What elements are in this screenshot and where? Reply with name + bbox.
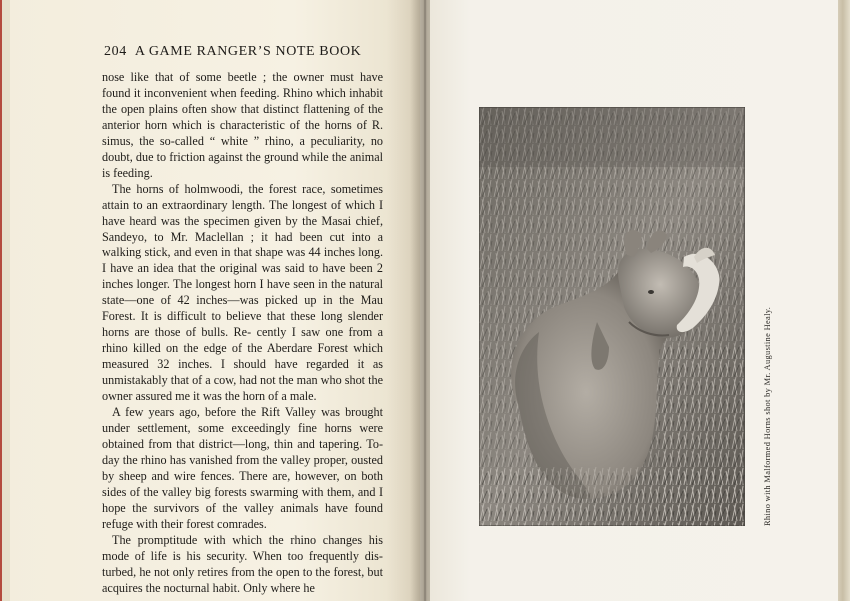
- text-line: have seen in the natural state—one of 42 inches—was: [102, 277, 383, 308]
- body-paragraph: [102, 533, 383, 597]
- text-line: have found refuge with their forest comrades.: [102, 500, 383, 531]
- text-line: ousted by sheep and wire fences. There are, however,: [102, 452, 383, 483]
- text-line: cently I saw one from a rhino killed on the edge of the: [102, 325, 384, 356]
- running-head-title: A GAME RANGER’S NOTE BOOK: [134, 44, 362, 59]
- text-line: mode of life is his security. When too frequently dis-: [102, 548, 383, 563]
- text-line: cut into a walking stick, and even in that shape was: [102, 229, 383, 260]
- text-line: found it inconvenient when feeding. Rhino which: [102, 85, 346, 100]
- photo-caption: [757, 110, 772, 526]
- text-line: flattening of the anterior horn which is characteristic: [102, 101, 384, 132]
- text-line: Aberdare Forest which measured 32 inches. I should: [102, 341, 384, 372]
- text-line: inhabit the open plains often show that distinct: [102, 85, 383, 116]
- text-line: that these long slender horns are those of bulls. Re-: [102, 309, 384, 340]
- page-number: 204: [104, 44, 127, 59]
- rhino-photo: [479, 107, 745, 526]
- text-line: nose like that of some beetle ; the owner must have: [102, 70, 383, 84]
- text-line: 44 inches long. I have an idea that the original was: [102, 245, 384, 276]
- text-line: ground while the animal is feeding.: [102, 149, 383, 180]
- text-line: them, and I hope the survivors of the valley animals: [102, 484, 384, 515]
- photo-caption-text: Rhino with Malformed Horns shot by Mr. Augustine Healy.: [763, 306, 772, 526]
- text-line: of the horns of R. simus, the so-called “ white ” rhino,: [102, 117, 383, 148]
- text-line: picked up in the Mau Forest. It is difficult to believe: [102, 293, 383, 324]
- text-line: The horns of holmwoodi, the forest race, sometimes: [112, 181, 383, 196]
- text-line: but acquires the nocturnal habit. Only where he: [102, 564, 383, 595]
- body-paragraph: [102, 182, 383, 405]
- text-line: turbed, he not only retires from the open to the forest,: [102, 564, 365, 579]
- body-paragraph: [102, 70, 383, 182]
- text-line: on both sides of the valley big forests swarming with: [102, 468, 384, 499]
- page-edge: [838, 0, 850, 601]
- text-line: not the man who shot the owner assured me it was the: [102, 373, 383, 404]
- text-line: under settlement, some exceedingly fine horns were: [102, 420, 383, 435]
- body-text: [102, 70, 383, 596]
- text-line: horn of a male.: [242, 389, 317, 404]
- text-line: said to have been 2 inches longer. The longest horn I: [102, 261, 384, 292]
- text-line: To-day the rhino has vanished from the valley proper,: [102, 436, 384, 467]
- text-line: attain to an extraordinary length. The longest of: [102, 197, 342, 212]
- text-line: The promptitude with which the rhino changes his: [112, 532, 383, 547]
- text-line: a peculiarity, no doubt, due to friction against the: [102, 133, 384, 164]
- text-line: which I have heard was the specimen given by the: [102, 197, 383, 228]
- body-paragraph: [102, 405, 383, 533]
- text-line: A few years ago, before the Rift Valley was brought: [112, 405, 383, 420]
- text-line: Masai chief, Sandeyo, to Mr. Maclellan ; it had been: [102, 213, 384, 244]
- rhino-photo-icon: [479, 107, 745, 526]
- text-line: have regarded it as unmistakably that of a cow, had: [102, 357, 383, 388]
- text-line: obtained from that district—long, thin and tapering.: [102, 436, 363, 451]
- running-header: [104, 44, 386, 60]
